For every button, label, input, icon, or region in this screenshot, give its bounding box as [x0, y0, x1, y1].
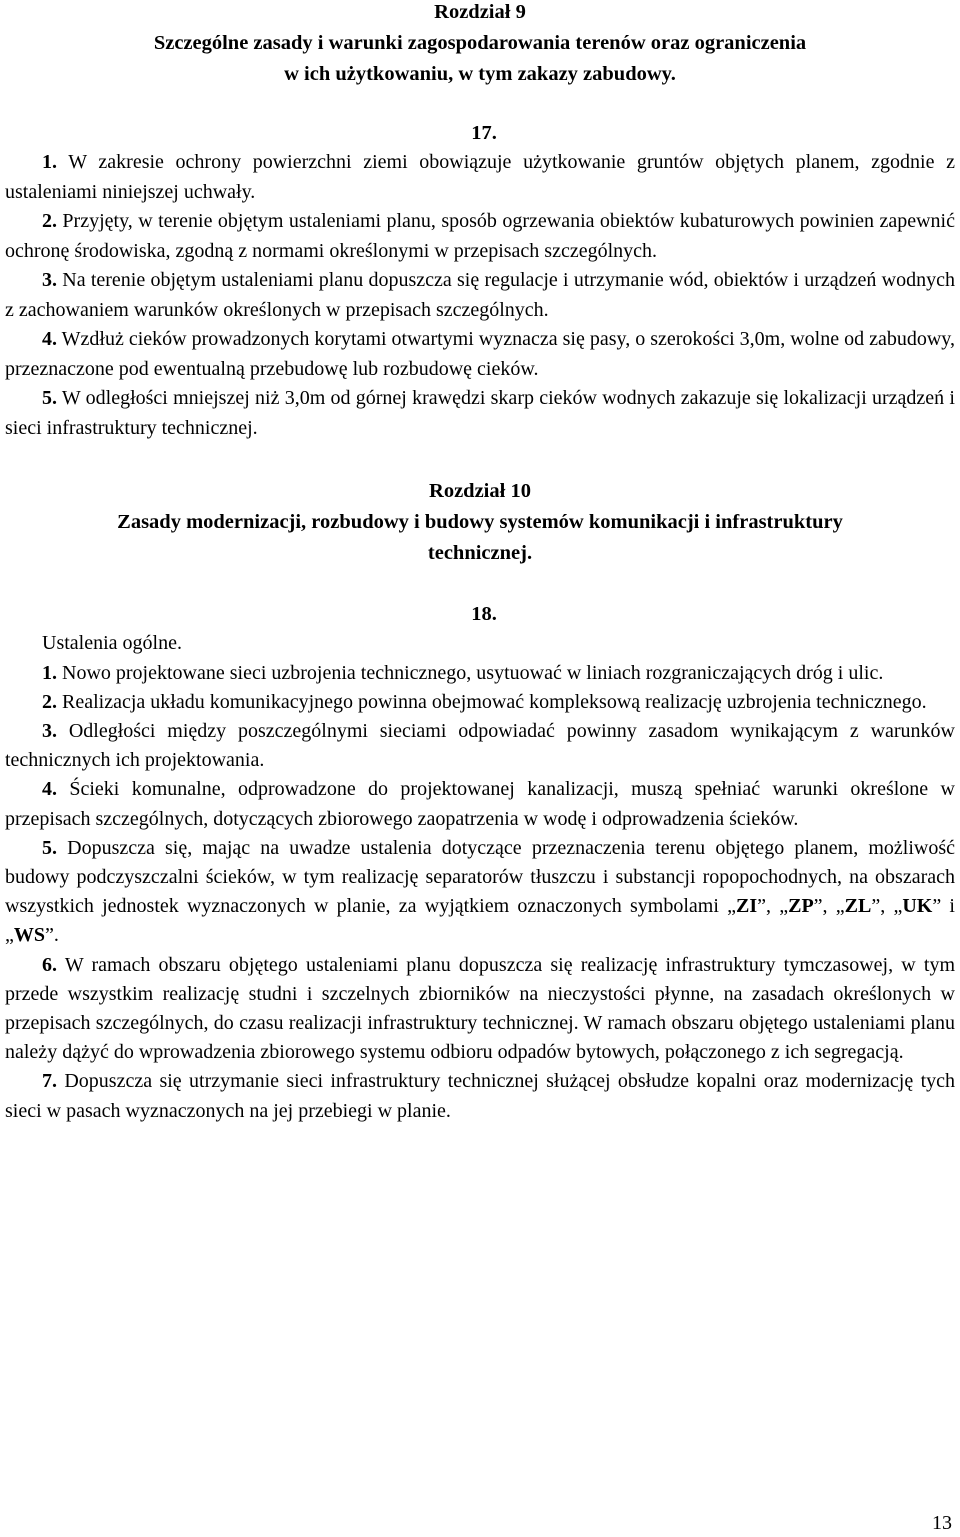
ch10-item-5: 5. Dopuszcza się, mając na uwadze ustalenia dotyczące przeznaczenia terenu objętego planem, możliwość budowy podczyszczalni ścieków, w tym realizację separatorów tłuszczu i substancji ropopochodnych, na obszarach wszystkich jednostek wyznaczonych w planie, za wyjątkiem oznaczonych symbolami „ZI”, „ZP”, „ZL”, „UK” i „WS”.	[5, 836, 955, 947]
symbol-zl: ZL	[844, 895, 872, 918]
ch10-item-7: 7. Dopuszcza się utrzymanie sieci infrastruktury technicznej służącej obsłudze kopalni oraz modernizację tych sieci w pasach wyznaczonych na jej przebiegi w planie.	[5, 1070, 955, 1122]
ch10-item-6: 6. W ramach obszaru objętego ustaleniami planu dopuszcza się realizację infrastruktury tymczasowej, w tym przede wszystkim realizację studni i szczelnych zbiorników na nieczystości płynne, na zasadach określonych w przepisach szczególnych, do czasu realizacji infrastruktury technicznej. W ramach obszaru objętego ustaleniami planu należy dążyć do wprowadzenia zbiorowego systemu odbioru odpadów bytowych, połączonego z ich segregacją.	[5, 953, 955, 1064]
ch9-item-2: 2. Przyjęty, w terenie objętym ustaleniami planu, sposób ogrzewania obiektów kubaturowych powinien zapewnić ochronę środowiska, zgodną z normami określonymi w przepisach szczególnych.	[5, 210, 955, 262]
chapter-10-heading-line1: Zasady modernizacji, rozbudowy i budowy systemów komunikacji i infrastruktury	[117, 511, 843, 533]
ch10-item-3: 3. Odległości między poszczególnymi sieciami odpowiadać powinny zasadom wynikającym z warunków technicznych ich projektowania.	[5, 719, 955, 772]
chapter-9-heading-line2: w ich użytkowaniu, w tym zakazy zabudowy.	[284, 63, 676, 85]
chapter-10	[5, 476, 955, 1126]
chapter-10-title: Rozdział 10	[429, 480, 531, 502]
chapter-10-heading-line2: technicznej.	[427, 542, 533, 564]
symbol-zp: ZP	[788, 895, 814, 918]
ch10-item-4: 4. Ścieki komunalne, odprowadzone do projektowanej kanalizacji, muszą spełniać warunki określone w przepisach szczególnych, dotyczących zbiorowego zaopatrzenia w wodę i odprowadzenia ścieków.	[5, 778, 955, 830]
chapter-9-heading-line1: Szczególne zasady i warunki zagospodarowania terenów oraz ograniczenia	[153, 32, 807, 54]
symbol-zi: ZI	[736, 895, 758, 918]
chapter-9-items	[5, 148, 955, 443]
section-18-number: 18.	[471, 603, 497, 625]
ch10-item-1: 1. Nowo projektowane sieci uzbrojenia technicznego, usytuować w liniach rozgraniczających dróg i ulic.	[42, 661, 884, 684]
page-number: 13	[932, 1512, 952, 1534]
section-17-number: 17.	[471, 122, 497, 144]
chapter-9-title: Rozdział 9	[434, 1, 526, 23]
ch10-item-2: 2. Realizacja układu komunikacyjnego powinna obejmować kompleksową realizację uzbrojenia technicznego.	[42, 690, 927, 713]
symbol-uk: UK	[902, 895, 933, 918]
symbol-ws: WS	[13, 924, 46, 947]
section-17-heading	[5, 118, 955, 148]
ch9-item-1: 1. W zakresie ochrony powierzchni ziemi obowiązuje użytkowanie gruntów objętych planem, zgodnie z ustaleniami niniejszej uchwały.	[5, 151, 955, 203]
ch9-item-3: 3. Na terenie objętym ustaleniami planu dopuszcza się regulacje i utrzymanie wód, obiektów i urządzeń wodnych z zachowaniem warunków określonych w przepisach szczególnych.	[5, 269, 955, 321]
document-page	[5, 0, 955, 1126]
ch9-item-5: 5. W odległości mniejszej niż 3,0m od górnej krawędzi skarp cieków wodnych zakazuje się lokalizacji urządzeń i sieci infrastruktury technicznej.	[5, 387, 955, 439]
ch9-item-4: 4. Wzdłuż cieków prowadzonych korytami otwartymi wyznacza się pasy, o szerokości 3,0m, wolne od zabudowy, przeznaczone pod ewentualną przebudowę lub rozbudowę cieków.	[5, 328, 955, 380]
chapter-9	[5, 0, 955, 443]
section-18-heading	[5, 599, 955, 629]
chapter-10-items	[5, 659, 955, 1126]
general-provisions-label: Ustalenia ogólne.	[42, 632, 182, 654]
